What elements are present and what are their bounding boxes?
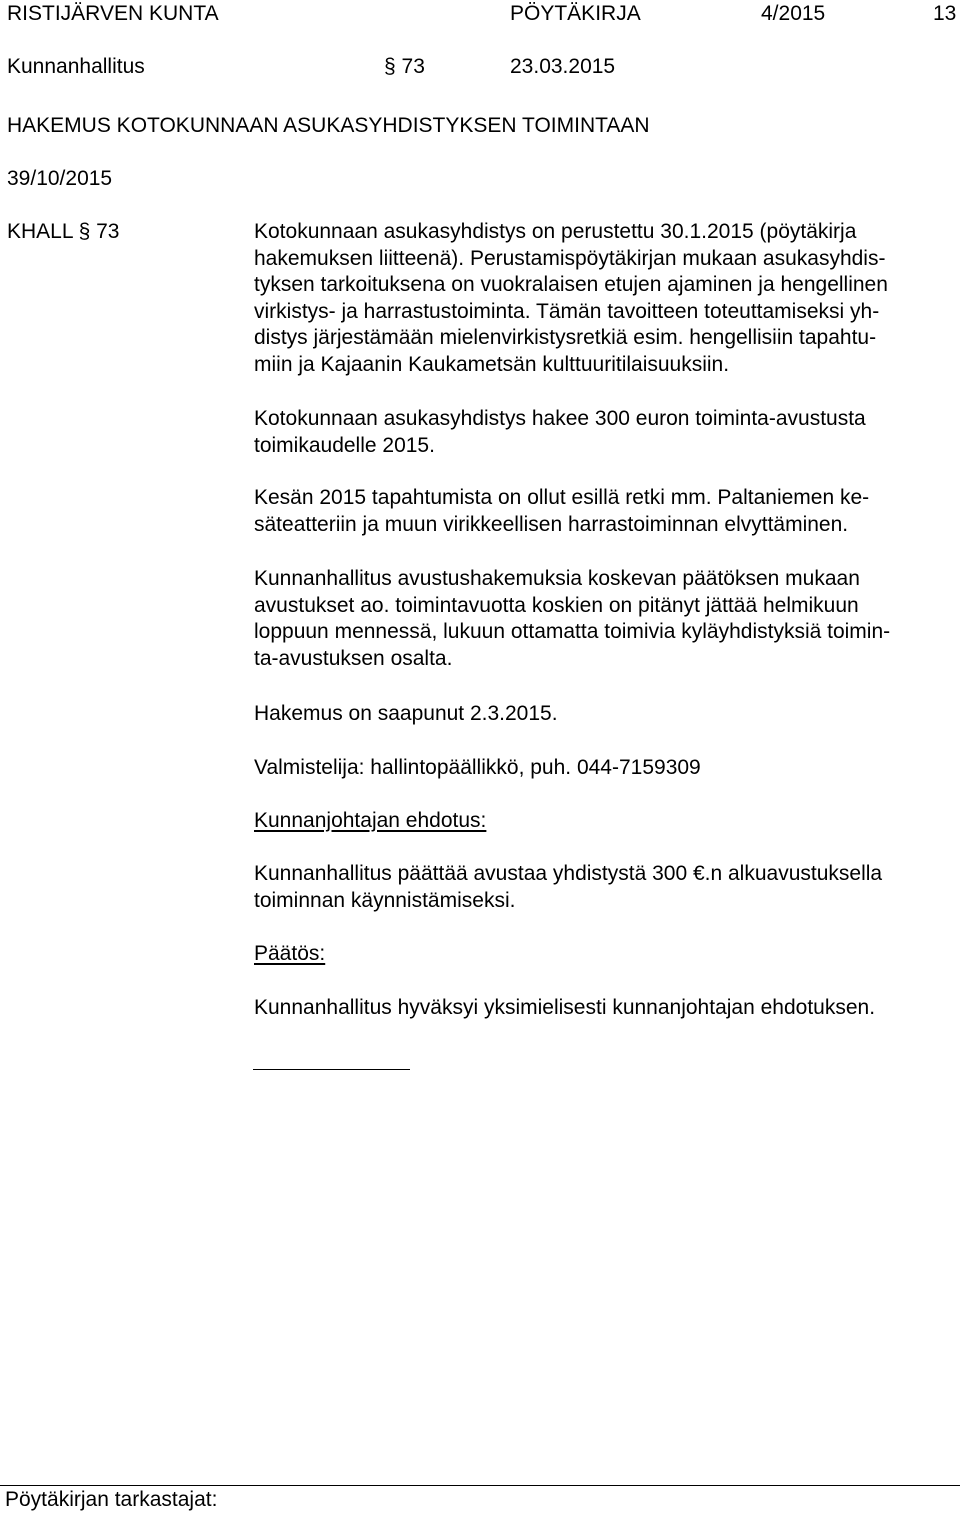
text-line: tyksen tarkoituksena on vuokralaisen etujen ajaminen ja hengellinen bbox=[254, 273, 888, 296]
text-line: Hakemus on saapunut 2.3.2015. bbox=[254, 702, 558, 725]
decision-heading-text: Päätös: bbox=[254, 942, 326, 965]
text-line: Kotokunnaan asukasyhdistys on perustettu 30.1.2015 (pöytäkirja bbox=[254, 220, 857, 243]
paragraph-rules bbox=[254, 566, 954, 672]
text-line: Valmistelija: hallintopäällikkö, puh. 044-7159309 bbox=[254, 756, 701, 779]
text-line: toiminnan käynnistämiseksi. bbox=[254, 888, 516, 912]
text-line: ta-avustuksen osalta. bbox=[254, 646, 453, 670]
section-number: § 73 bbox=[384, 55, 425, 78]
khall-section: KHALL § 73 bbox=[7, 220, 120, 243]
text-line: distys järjestämään mielenvirkistysretkiä esim. hengellisiin tapahtu- bbox=[254, 326, 877, 349]
item-reference: 39/10/2015 bbox=[7, 167, 113, 190]
proposal-heading-text: Kunnanjohtajan ehdotus: bbox=[254, 809, 487, 832]
text-line: loppuun mennessä, lukuun ottamatta toimivia kyläyhdistyksiä toimin- bbox=[254, 620, 891, 643]
text-line: Kotokunnaan asukasyhdistys hakee 300 euron toiminta-avustusta bbox=[254, 407, 866, 430]
organization-name: RISTIJÄRVEN KUNTA bbox=[7, 2, 219, 25]
document-number: 4/2015 bbox=[761, 2, 826, 25]
item-title: HAKEMUS KOTOKUNNAAN ASUKASYHDISTYKSEN TOIMINTAAN bbox=[7, 114, 650, 137]
proposal-heading bbox=[254, 808, 954, 835]
proposal-text bbox=[254, 861, 954, 914]
text-line: avustukset ao. toimintavuotta koskien on pitänyt jättää helmikuun bbox=[254, 593, 859, 617]
text-line: hakemuksen liitteenä). Perustamispöytäkirjan mukaan asukasyhdis- bbox=[254, 246, 886, 270]
text-line: toimikaudelle 2015. bbox=[254, 433, 435, 457]
page-number: 13 bbox=[933, 2, 957, 25]
text-line: virkistys- ja harrastustoiminta. Tämän tavoitteen toteuttamiseksi yh- bbox=[254, 299, 880, 323]
text-line: Kesän 2015 tapahtumista on ollut esillä retki mm. Paltaniemen ke- bbox=[254, 486, 870, 509]
meeting-date: 23.03.2015 bbox=[510, 55, 616, 78]
paragraph-received bbox=[254, 701, 954, 728]
paragraph-background bbox=[254, 219, 954, 378]
decision-heading bbox=[254, 941, 954, 968]
text-line: Kunnanhallitus hyväksyi yksimielisesti kunnanjohtajan ehdotuksen. bbox=[254, 996, 876, 1019]
text-line: miin ja Kajaanin Kaukametsän kulttuuritilaisuuksiin. bbox=[254, 352, 730, 376]
text-line: Kunnanhallitus avustushakemuksia koskevan päätöksen mukaan bbox=[254, 567, 860, 590]
meeting-body: Kunnanhallitus bbox=[7, 55, 145, 78]
paragraph-request bbox=[254, 406, 954, 459]
footer-divider bbox=[0, 1485, 960, 1486]
text-line: säteatteriin ja muun virikkeellisen harrastoiminnan elvyttäminen. bbox=[254, 512, 849, 536]
end-rule bbox=[253, 1069, 410, 1070]
document-type: PÖYTÄKIRJA bbox=[510, 2, 641, 25]
text-line: Kunnanhallitus päättää avustaa yhdistystä 300 €.n alkuavustuksella bbox=[254, 862, 883, 885]
paragraph-preparer bbox=[254, 755, 954, 782]
footer-reviewers-label: Pöytäkirjan tarkastajat: bbox=[5, 1488, 218, 1511]
decision-text bbox=[254, 995, 954, 1022]
paragraph-events bbox=[254, 485, 954, 538]
